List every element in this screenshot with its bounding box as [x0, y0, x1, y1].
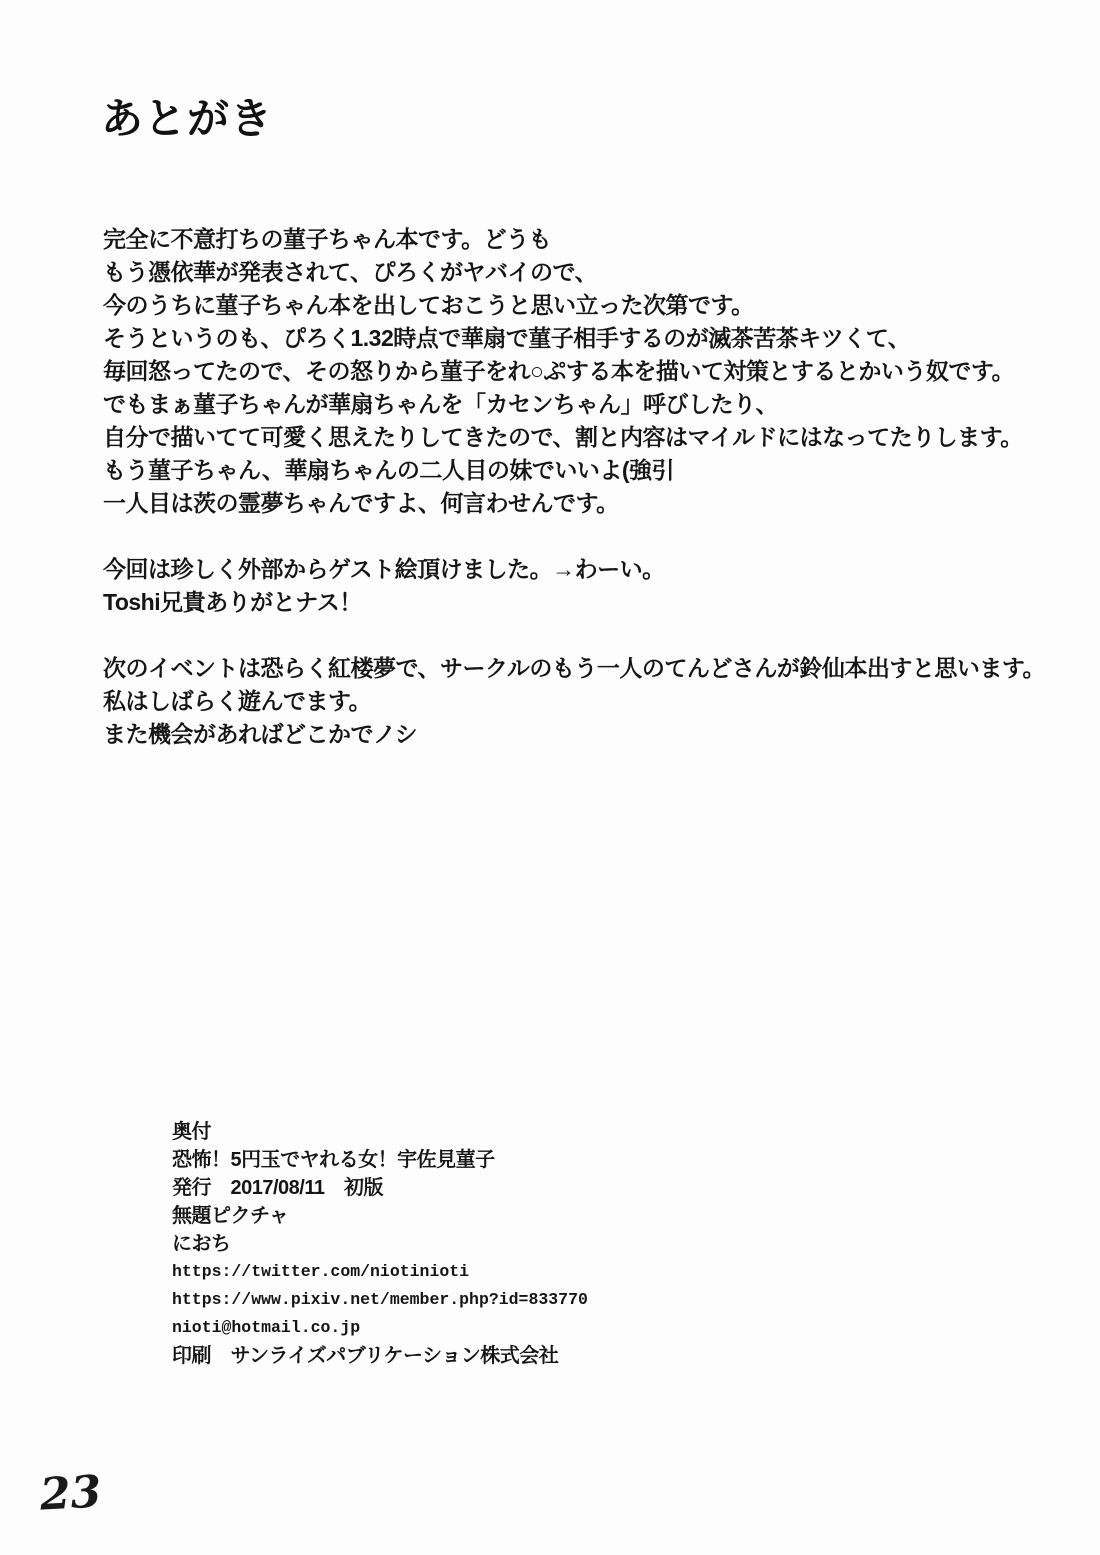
afterword-line: 完全に不意打ちの菫子ちゃん本です。どうも	[103, 226, 552, 252]
page-number: 23	[38, 1466, 103, 1521]
afterword-line: 今回は珍しく外部からゲスト絵頂けました。→わーい。	[103, 556, 665, 582]
afterword-line: 毎回怒ってたので、その怒りから菫子をれ○ぷする本を描いて対策とするとかいう奴です。	[103, 358, 1015, 384]
colophon-circle-name: 無題ピクチャ	[172, 1205, 289, 1227]
colophon-email: nioti@hotmail.co.jp	[172, 1318, 361, 1337]
afterword-line: もう菫子ちゃん、華扇ちゃんの二人目の妹でいいよ(強引	[103, 457, 675, 483]
page-title: あとがき	[101, 94, 274, 143]
afterword-line: Toshi兄貴ありがとナス！	[103, 589, 362, 615]
colophon-author-name: におち	[172, 1233, 231, 1255]
colophon-book-title: 恐怖！5円玉でヤれる女！宇佐見菫子	[172, 1149, 495, 1171]
afterword-line: 自分で描いてて可愛く思えたりしてきたので、割と内容はマイルドにはなってたりします。	[103, 424, 1023, 450]
colophon-pixiv-url: https://www.pixiv.net/member.php?id=833770	[172, 1290, 588, 1309]
afterword-line: 今のうちに菫子ちゃん本を出しておこうと思い立った次第です。	[103, 292, 754, 318]
afterword-line: 私はしばらく遊んでます。	[103, 688, 372, 714]
afterword-line: でもまぁ菫子ちゃんが華扇ちゃんを「カセンちゃん」呼びしたり、	[103, 391, 778, 417]
colophon-heading: 奥付	[172, 1121, 211, 1143]
afterword-blank-line	[103, 520, 1063, 553]
afterword-line: もう憑依華が発表されて、ぴろくがヤバイので、	[103, 259, 598, 285]
afterword-line: そうというのも、ぴろく1.32時点で華扇で菫子相手するのが滅茶苦茶キツくて、	[103, 325, 911, 351]
afterword-blank-line	[103, 619, 1063, 652]
colophon-printer: 印刷 サンライズパブリケーション株式会社	[172, 1345, 559, 1367]
colophon-publish-date: 発行 2017/08/11 初版	[172, 1177, 383, 1199]
afterword-line: また機会があればどこかでノシ	[103, 721, 418, 747]
colophon-twitter-url: https://twitter.com/niotinioti	[172, 1262, 470, 1281]
afterword-line: 次のイベントは恐らく紅楼夢で、サークルのもう一人のてんどさんが鈴仙本出すと思います。	[103, 655, 1046, 681]
afterword-body	[103, 223, 1063, 751]
afterword-line: 一人目は茨の霊夢ちゃんですよ、何言わせんです。	[103, 490, 619, 516]
colophon-section	[172, 1118, 872, 1370]
